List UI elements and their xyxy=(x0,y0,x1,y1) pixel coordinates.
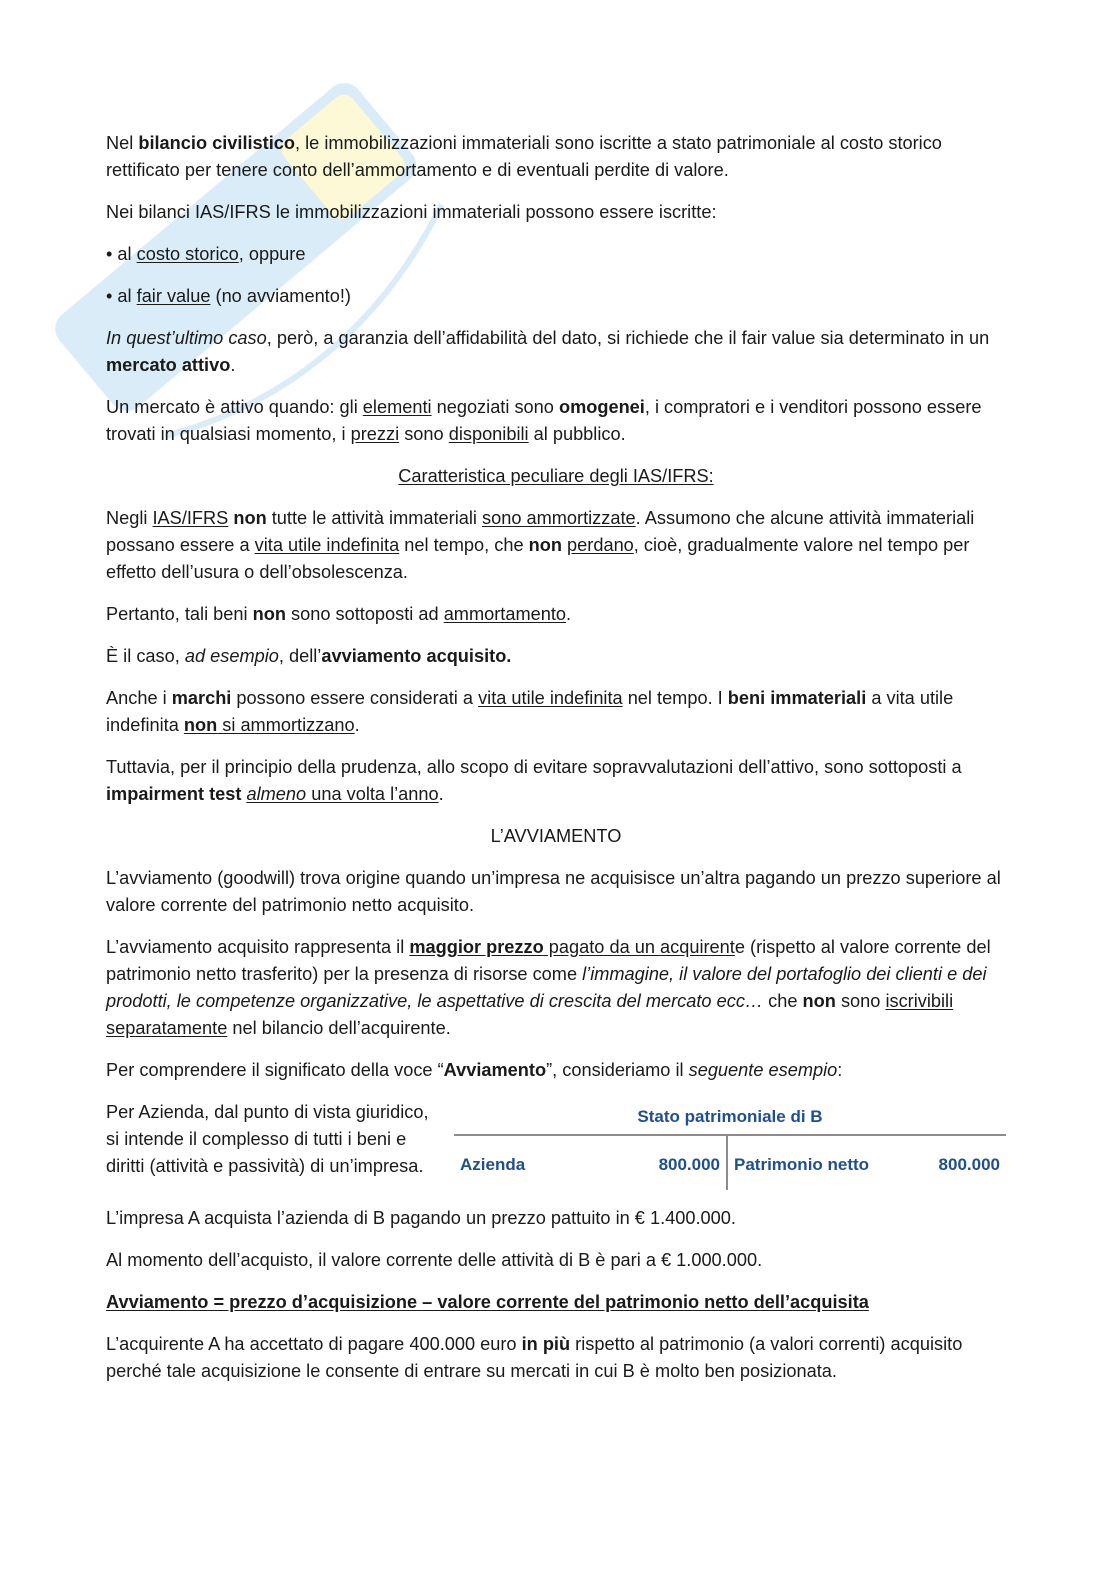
document-page xyxy=(106,130,1006,1400)
paragraph-per-comprendere: Per comprendere il significato della voce “Avviamento”, consideriamo il seguente esempio: xyxy=(106,1060,843,1080)
paragraph-avviamento-acquisito: L’avviamento acquisito rappresenta il maggior prezzo pagato da un acquirente (rispetto al valore corrente del patrimonio netto trasferito) per la presenza di risorse come l’immagine, il valore del portafoglio dei clienti e dei prodotti, le competenze organizzative, le aspettative di crescita del mercato ecc… che non sono iscrivibili separatamente nel bilancio dell’acquirente. xyxy=(106,937,991,1038)
paragraph-mercato-attivo: In quest’ultimo caso, però, a garanzia dell’affidabilità del dato, si richiede che il fair value sia determinato in un mercato attivo. xyxy=(106,328,990,375)
equity-label: Patrimonio netto xyxy=(734,1155,870,1174)
equity-value: 800.000 xyxy=(938,1155,1000,1174)
paragraph-valore-corrente: Al momento dell’acquisto, il valore corrente delle attività di B è pari a € 1.000.000. xyxy=(106,1250,763,1270)
paragraph-marchi: Anche i marchi possono essere considerati a vita utile indefinita nel tempo. I beni immateriali a vita utile indefinita non si ammortizzano. xyxy=(106,688,954,735)
assets-value: 800.000 xyxy=(658,1155,721,1174)
paragraph-bilancio-civilistico: Nel bilancio civilistico, le immobilizzazioni immateriali sono iscritte a stato patrimoniale al costo storico rettificato per tenere conto dell’ammortamento e di eventuali perdite di valore. xyxy=(106,133,942,180)
bullet-costo-storico: • al costo storico, oppure xyxy=(106,244,306,264)
balance-sheet-title: Stato patrimoniale di B xyxy=(454,1103,1006,1136)
paragraph-esempio-avviamento: È il caso, ad esempio, dell’avviamento acquisito. xyxy=(106,646,512,666)
example-row xyxy=(106,1099,1006,1190)
heading-caratteristica: Caratteristica peculiare degli IAS/IFRS: xyxy=(398,466,714,486)
heading-avviamento: L’AVVIAMENTO xyxy=(490,826,622,846)
paragraph-acquisto: L’impresa A acquista l’azienda di B pagando un prezzo pattuito in € 1.400.000. xyxy=(106,1208,736,1228)
balance-sheet-assets xyxy=(454,1136,728,1190)
paragraph-impairment: Tuttavia, per il principio della prudenza, allo scopo di evitare sopravvalutazioni dell’attivo, sono sottoposti a impairment test almeno una volta l’anno. xyxy=(106,757,962,804)
paragraph-pertanto: Pertanto, tali beni non sono sottoposti ad ammortamento. xyxy=(106,604,572,624)
formula-avviamento: Avviamento = prezzo d’acquisizione – valore corrente del patrimonio netto dell’acquisita xyxy=(106,1292,869,1312)
paragraph-conclusione: L’acquirente A ha accettato di pagare 400.000 euro in più rispetto al patrimonio (a valori correnti) acquisito perché tale acquisizione le consente di entrare su mercati in cui B è molto ben posizionata. xyxy=(106,1334,963,1381)
paragraph-goodwill: L’avviamento (goodwill) trova origine quando un’impresa ne acquisisce un’altra pagando un prezzo superiore al valore corrente del patrimonio netto acquisito. xyxy=(106,868,1001,915)
assets-label: Azienda xyxy=(460,1155,526,1174)
paragraph-ammortamento-ias: Negli IAS/IFRS non tutte le attività immateriali sono ammortizzate. Assumono che alcune attività immateriali possano essere a vita utile indefinita nel tempo, che non perdano, cioè, gradualmente valore nel tempo per effetto dell’usura o dell’obsolescenza. xyxy=(106,508,975,582)
paragraph-ias-ifrs-intro: Nei bilanci IAS/IFRS le immobilizzazioni immateriali possono essere iscritte: xyxy=(106,202,717,222)
paragraph-definizione-mercato: Un mercato è attivo quando: gli elementi negoziati sono omogenei, i compratori e i venditori possono essere trovati in qualsiasi momento, i prezzi sono disponibili al pubblico. xyxy=(106,397,982,444)
balance-sheet-equity xyxy=(728,1136,1006,1190)
paragraph-definizione-azienda: Per Azienda, dal punto di vista giuridico, si intende il complesso di tutti i beni e diritti (attività e passività) di un’impresa. xyxy=(106,1102,429,1176)
balance-sheet-table xyxy=(454,1103,1006,1190)
bullet-fair-value: • al fair value (no avviamento!) xyxy=(106,286,351,306)
